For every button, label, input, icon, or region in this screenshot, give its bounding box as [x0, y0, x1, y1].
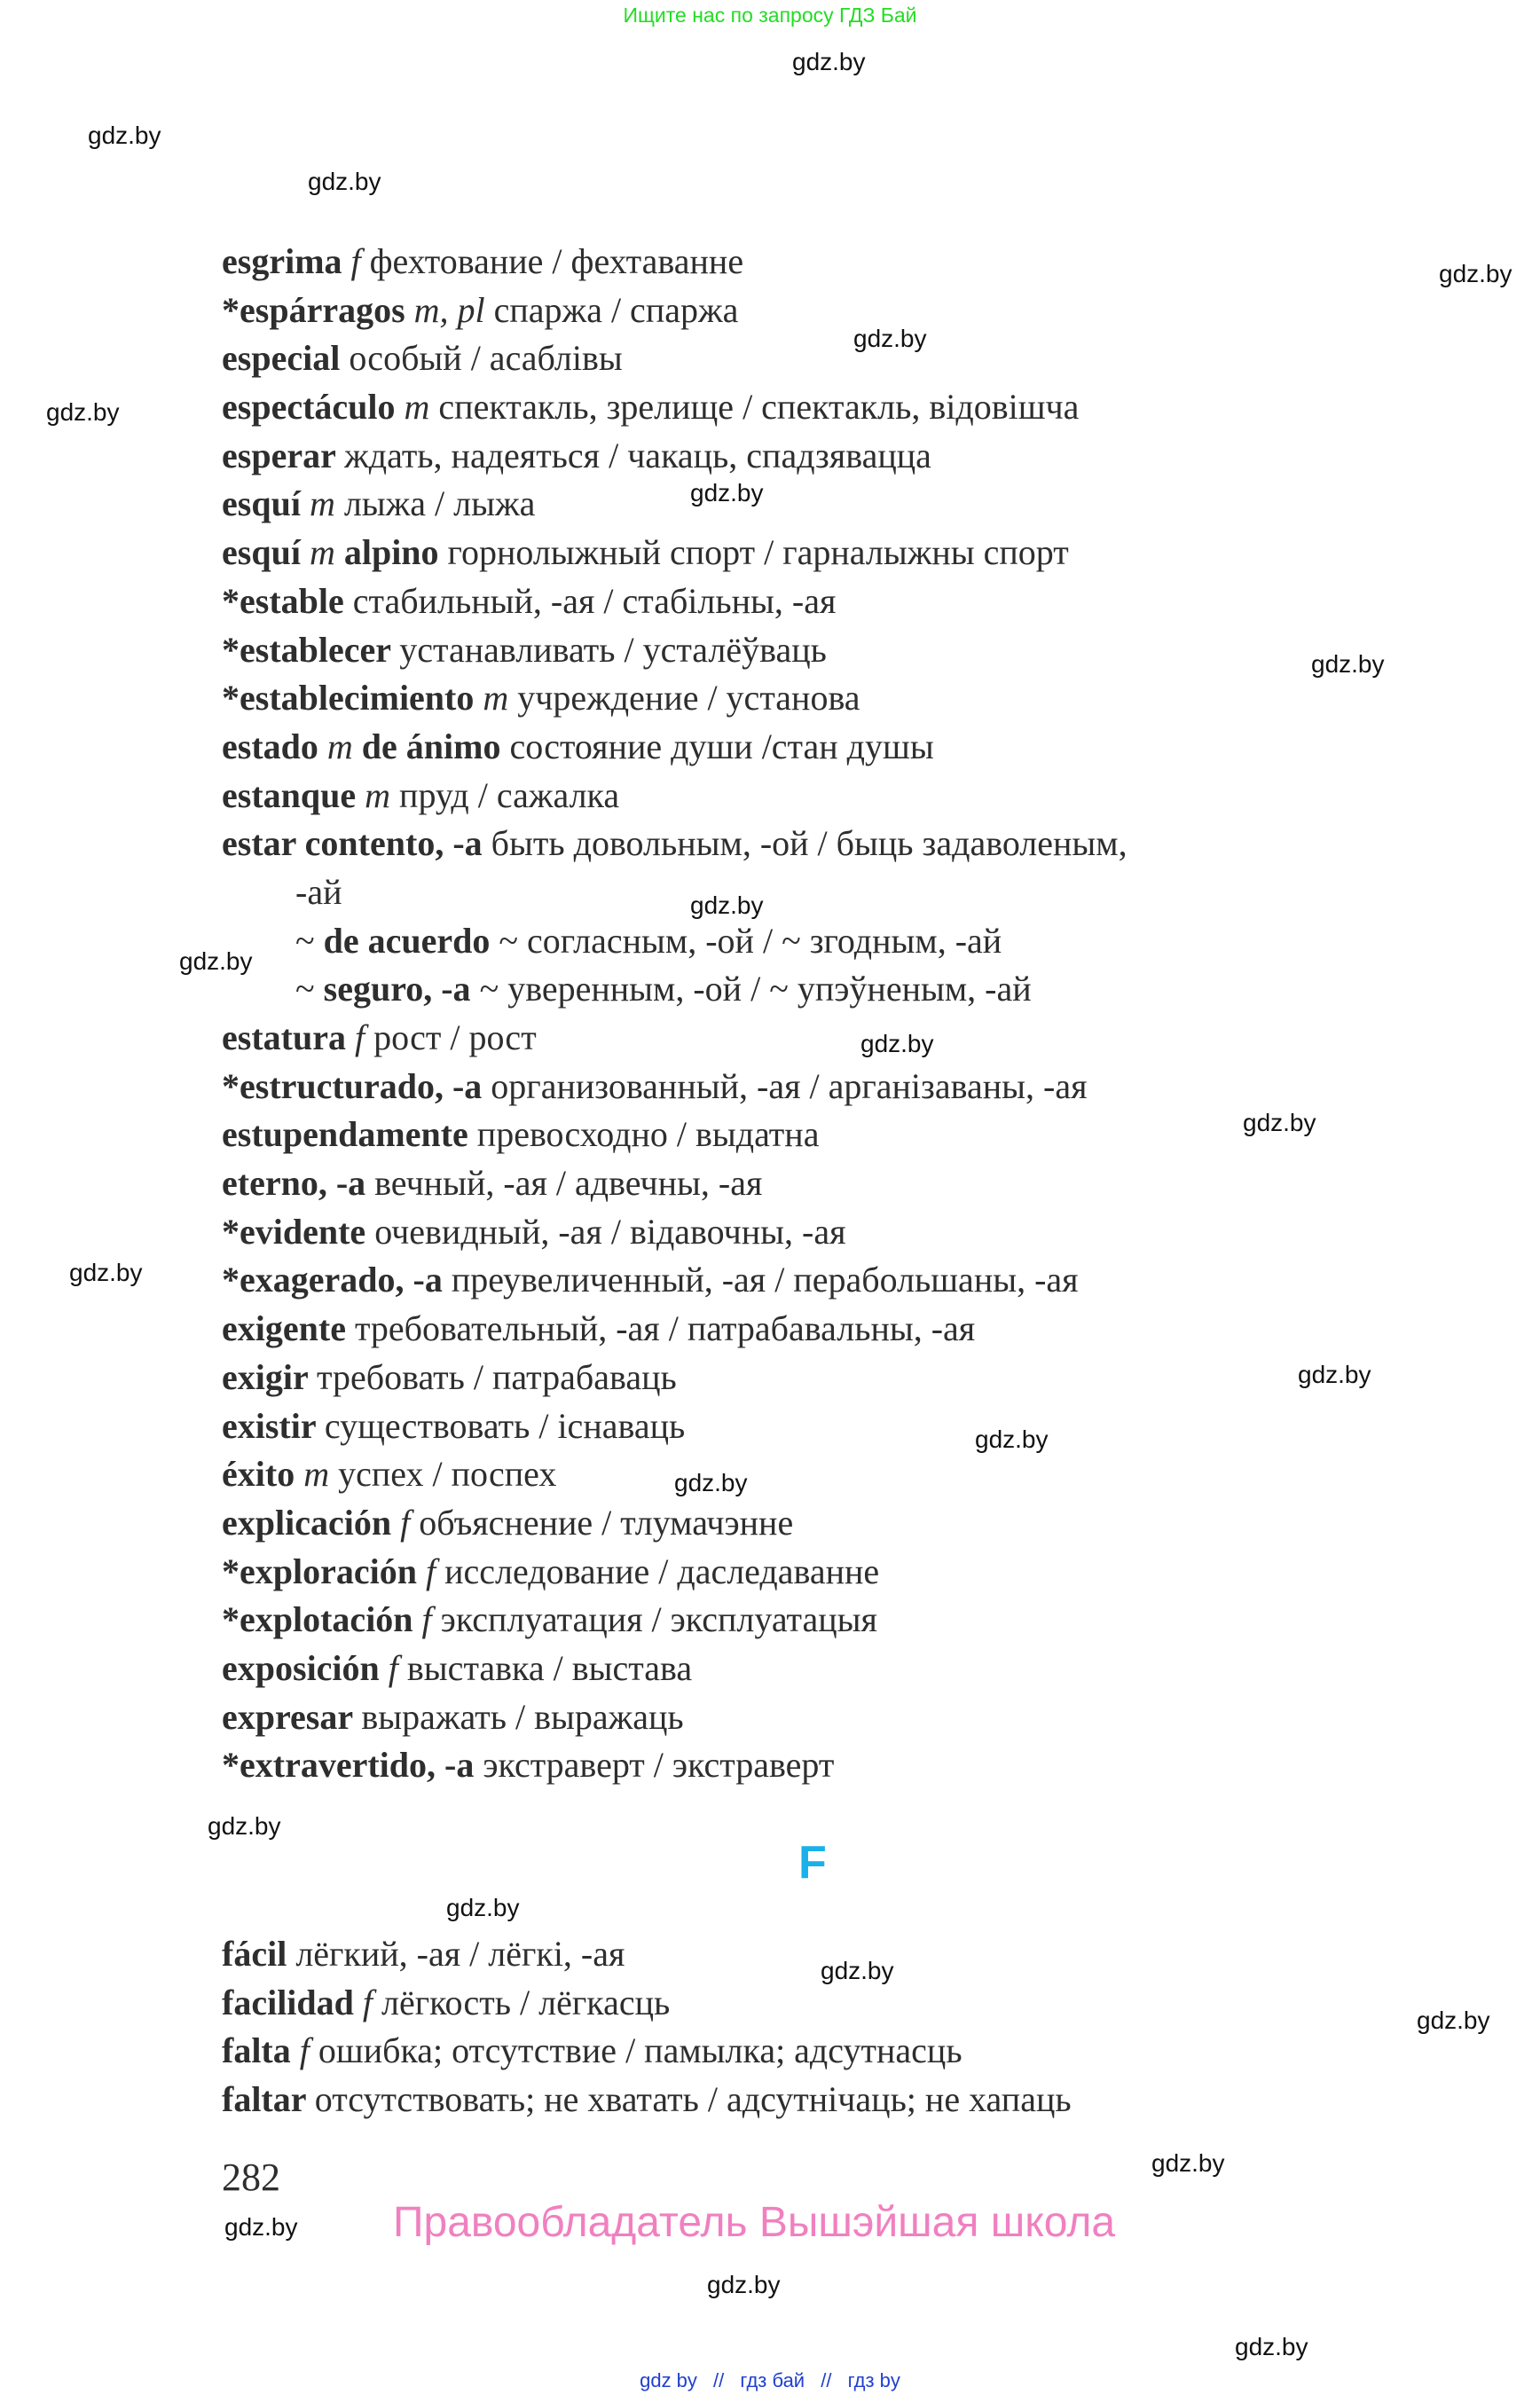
translation: спаржа / спаржа: [493, 289, 739, 330]
dictionary-entry: [222, 1111, 1481, 1159]
translation: состояние души /стан душы: [509, 726, 934, 766]
translation: выражать / выражаць: [361, 1696, 684, 1737]
headword: seguro, -a: [323, 969, 480, 1009]
translation: лёгкость / лёгкасць: [381, 1982, 671, 2022]
watermark: gdz.by: [674, 1469, 748, 1496]
headword: existir: [222, 1405, 325, 1446]
grammar-label: m, pl: [413, 289, 494, 330]
grammar-label: f: [362, 1982, 382, 2022]
dictionary-entry: [222, 1063, 1481, 1111]
watermark: gdz.by: [1439, 260, 1512, 287]
watermark: gdz.by: [69, 1259, 143, 1286]
dictionary-entry: [222, 1450, 1481, 1499]
dictionary-entry: [222, 2027, 1481, 2076]
headword: eterno, -a: [222, 1163, 375, 1204]
grammar-label: m: [404, 387, 439, 428]
dictionary-entry: [222, 674, 1481, 723]
watermark: gdz.by: [1151, 2149, 1225, 2177]
headword: exigir: [222, 1356, 318, 1397]
dictionary-entry: [222, 1402, 1481, 1451]
headword: *establecimiento: [222, 678, 483, 719]
translation: требовать / патрабаваць: [317, 1356, 677, 1397]
headword: estanque: [222, 774, 365, 815]
grammar-label: f: [350, 241, 370, 281]
page-number: 282: [222, 2156, 280, 2199]
grammar-label: f: [388, 1647, 407, 1688]
translation: ошибка; отсутствие / памылка; адсутнасць: [318, 2030, 962, 2071]
translation: успех / поспех: [338, 1454, 557, 1495]
dictionary-entry: [222, 1693, 1481, 1742]
dictionary-entry: [222, 238, 1481, 287]
translation: лыжа / лыжа: [343, 483, 536, 524]
watermark: gdz.by: [1298, 1361, 1371, 1388]
headword: *extravertido, -a: [222, 1745, 483, 1786]
headword: alpino: [343, 532, 448, 573]
dictionary-entry: [222, 577, 1481, 626]
headword: esgrima: [222, 241, 351, 281]
headword: *establecer: [222, 629, 400, 670]
translation: существовать / існаваць: [324, 1405, 686, 1446]
headword: faltar: [222, 2079, 315, 2120]
watermark: gdz.by: [860, 1030, 934, 1057]
headword: *estructurado, -a: [222, 1065, 491, 1106]
dictionary-entry: [222, 383, 1481, 432]
footer-link-gdz-bai[interactable]: гдз бай: [740, 2369, 805, 2391]
dictionary-entry: [222, 287, 1481, 335]
grammar-label: f: [299, 2030, 318, 2071]
grammar-label: f: [425, 1551, 445, 1591]
translation: отсутствовать; не хватать / адсутнічаць; не хапаць: [314, 2079, 1072, 2120]
watermark: gdz.by: [690, 479, 764, 507]
dictionary-entry: [222, 1354, 1481, 1402]
watermark: gdz.by: [1311, 650, 1385, 678]
headword: esquí: [222, 483, 310, 524]
headword: fácil: [222, 1934, 296, 1974]
watermark: gdz.by: [224, 2213, 298, 2241]
headword: de ánimo: [361, 726, 510, 766]
watermark: gdz.by: [792, 48, 866, 75]
headword: *estable: [222, 580, 353, 621]
grammar-label: f: [400, 1502, 420, 1543]
dictionary-entry: [222, 723, 1481, 772]
headword: facilidad: [222, 1982, 363, 2022]
headword: espectáculo: [222, 387, 405, 428]
headword: *evidente: [222, 1211, 375, 1252]
translation: учреждение / установа: [517, 678, 860, 719]
dictionary-entry: [222, 2076, 1481, 2124]
headword: estupendamente: [222, 1114, 477, 1155]
translation: объяснение / тлумачэнне: [419, 1502, 794, 1543]
headword: falta: [222, 2030, 300, 2071]
headword: esperar: [222, 435, 345, 475]
headword: *exploración: [222, 1551, 426, 1591]
translation: лёгкий, -ая / лёгкі, -ая: [295, 1934, 625, 1974]
dictionary-section-f: [222, 1930, 1481, 2124]
footer-link-gdz-by-cyr[interactable]: гдз by: [847, 2369, 900, 2391]
translation: -ай: [295, 871, 342, 912]
grammar-label: m: [309, 483, 344, 524]
footer-links: [0, 2371, 1540, 2391]
translation: ~: [295, 969, 324, 1009]
dictionary-entry: [222, 820, 1481, 868]
dictionary-entry: [222, 1014, 1481, 1063]
translation: стабильный, -ая / стабільны, -ая: [352, 580, 837, 621]
translation: фехтование / фехтаванне: [369, 241, 744, 281]
search-banner: Ищите нас по запросу ГДЗ Бай: [623, 4, 917, 27]
headword: estado: [222, 726, 327, 766]
translation: особый / асаблівы: [349, 338, 623, 379]
copyright-notice: Правообладатель Вышэйшая школа: [393, 2199, 1116, 2246]
grammar-label: f: [421, 1599, 441, 1640]
headword: exigente: [222, 1308, 355, 1349]
watermark: gdz.by: [88, 122, 161, 149]
dictionary-entry: [222, 1645, 1481, 1693]
translation: вечный, -ая / адвечны, -ая: [374, 1163, 763, 1204]
watermark: gdz.by: [821, 1957, 894, 1984]
grammar-label: m: [326, 726, 362, 766]
dictionary-entry: [222, 1741, 1481, 1790]
headword: de acuerdo: [323, 920, 499, 961]
headword: esquí: [222, 532, 310, 573]
grammar-label: f: [354, 1017, 374, 1057]
translation: горнолыжный спорт / гарналыжны спорт: [447, 532, 1069, 573]
translation: ~ уверенным, -ой / ~ упэўненым, -ай: [479, 969, 1032, 1009]
watermark: gdz.by: [690, 891, 764, 919]
watermark: gdz.by: [1417, 2006, 1490, 2034]
headword: exposición: [222, 1647, 389, 1688]
watermark: gdz.by: [975, 1425, 1049, 1453]
translation: спектакль, зрелище / спектакль, відовішча: [438, 387, 1080, 428]
dictionary-entry: [222, 772, 1481, 821]
watermark: gdz.by: [179, 947, 253, 975]
dictionary-entry: [222, 1930, 1481, 1979]
dictionary-entry: [222, 480, 1481, 529]
headword: estar contento, -a: [222, 823, 491, 864]
dictionary-subentry: [222, 868, 1481, 917]
section-letter-f: F: [798, 1837, 827, 1889]
headword: *explotación: [222, 1599, 422, 1640]
footer-separator: //: [821, 2369, 832, 2391]
translation: преувеличенный, -ая / перабольшаны, -ая: [451, 1260, 1079, 1300]
translation: исследование / даследаванне: [444, 1551, 880, 1591]
headword: expresar: [222, 1696, 362, 1737]
translation: очевидный, -ая / відавочны, -ая: [374, 1211, 846, 1252]
dictionary-entry: [222, 334, 1481, 383]
translation: экстраверт / экстраверт: [483, 1745, 835, 1786]
dictionary-entry: [222, 1256, 1481, 1305]
dictionary-entry: [222, 1596, 1481, 1645]
dictionary-entry: [222, 1499, 1481, 1548]
watermark: gdz.by: [707, 2271, 781, 2298]
footer-link-gdz-by[interactable]: gdz by: [640, 2369, 697, 2391]
translation: ~: [295, 920, 324, 961]
translation: превосходно / выдатна: [476, 1114, 820, 1155]
grammar-label: m: [483, 678, 518, 719]
dictionary-entry: [222, 432, 1481, 481]
grammar-label: m: [365, 774, 400, 815]
headword: *espárragos: [222, 289, 414, 330]
headword: explicación: [222, 1502, 401, 1543]
footer-separator: //: [713, 2369, 725, 2391]
dictionary-section-e: [222, 238, 1481, 1790]
dictionary-subentry: [222, 917, 1481, 966]
watermark: gdz.by: [1243, 1109, 1316, 1136]
headword: éxito: [222, 1454, 304, 1495]
grammar-label: m: [309, 532, 344, 573]
translation: пруд / сажалка: [399, 774, 620, 815]
translation: ждать, надеяться / чакаць, спадзявацца: [344, 435, 931, 475]
dictionary-entry: [222, 1159, 1481, 1208]
translation: выставка / выстава: [406, 1647, 693, 1688]
watermark: gdz.by: [46, 398, 120, 426]
dictionary-entry: [222, 1548, 1481, 1597]
headword: estatura: [222, 1017, 355, 1057]
headword: *exagerado, -a: [222, 1260, 452, 1300]
translation: быть довольным, -ой / быць задаволеным,: [491, 823, 1128, 864]
watermark: gdz.by: [853, 325, 927, 352]
watermark: gdz.by: [208, 1812, 281, 1840]
dictionary-entry: [222, 1305, 1481, 1354]
translation: устанавливать / усталёўваць: [399, 629, 827, 670]
translation: требовательный, -ая / патрабавальны, -ая: [354, 1308, 976, 1349]
dictionary-subentry: [222, 965, 1481, 1014]
translation: эксплуатация / эксплуатацыя: [440, 1599, 877, 1640]
watermark: gdz.by: [446, 1894, 520, 1921]
headword: especial: [222, 338, 350, 379]
dictionary-entry: [222, 529, 1481, 577]
watermark: gdz.by: [1235, 2333, 1308, 2360]
grammar-label: m: [303, 1454, 339, 1495]
dictionary-entry: [222, 626, 1481, 678]
dictionary-entry: [222, 1979, 1481, 2028]
translation: ~ согласным, -ой / ~ згодным, -ай: [499, 920, 1002, 961]
dictionary-entry: [222, 1208, 1481, 1257]
translation: рост / рост: [373, 1017, 537, 1057]
watermark: gdz.by: [308, 168, 381, 195]
translation: организованный, -ая / арганізаваны, -ая: [491, 1065, 1088, 1106]
